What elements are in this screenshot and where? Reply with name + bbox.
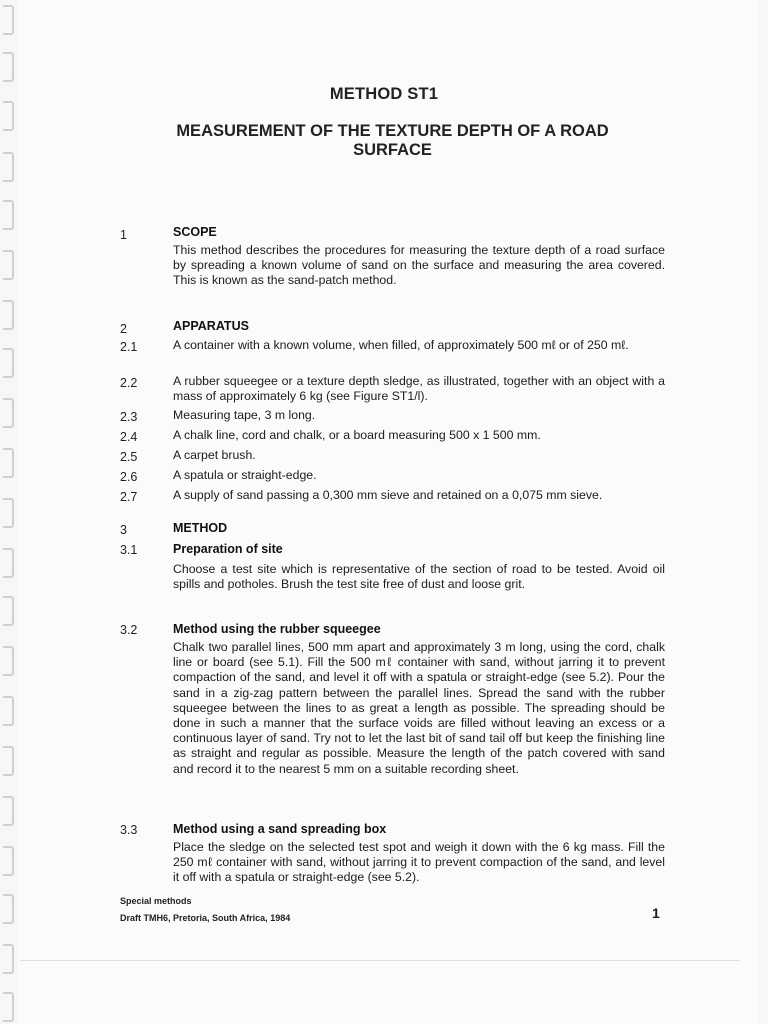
subsection-heading: Method using the rubber squeegee [173, 622, 381, 636]
apparatus-item: Measuring tape, 3 m long. [173, 408, 316, 422]
item-number: 2.2 [120, 376, 138, 390]
subsection-number: 3.2 [120, 623, 138, 637]
section-heading-apparatus: APPARATUS [173, 319, 249, 333]
apparatus-item: A rubber squeegee or a texture depth sledge, as illustrated, together with an object with a mass of approximately 6 kg (see Figure ST1/l). [173, 374, 665, 404]
page-number: 1 [652, 905, 660, 921]
subsection-number: 3.3 [120, 823, 138, 837]
section-number: 1 [120, 228, 127, 242]
apparatus-item: A supply of sand passing a 0,300 mm sieve and retained on a 0,075 mm sieve. [173, 488, 603, 502]
apparatus-item: A container with a known volume, when filled, of approximately 500 mℓ or of 250 mℓ. [173, 338, 629, 352]
method-title: METHOD ST1 [329, 85, 439, 103]
item-number: 2.3 [120, 410, 138, 424]
section-heading-method: METHOD [173, 521, 228, 535]
item-number: 2.4 [120, 430, 138, 444]
item-number: 2.6 [120, 470, 138, 484]
footer-publication: Draft TMH6, Pretoria, South Africa, 1984 [120, 913, 291, 923]
apparatus-item: A carpet brush. [173, 448, 256, 462]
subsection-number: 3.1 [120, 543, 138, 557]
page-bottom-edge [20, 960, 740, 961]
item-number: 2.1 [120, 340, 138, 354]
apparatus-item: A chalk line, cord and chalk, or a board measuring 500 x 1 500 mm. [173, 428, 541, 442]
item-number: 2.5 [120, 450, 138, 464]
subsection-paragraph: Choose a test site which is representative of the section of road to be tested. Avoid oil spills and potholes. Brush the test site free of dust and loose grit. [173, 562, 665, 592]
subsection-heading: Method using a sand spreading box [173, 822, 387, 836]
footer-series: Special methods [120, 896, 192, 906]
subsection-paragraph: Chalk two parallel lines, 500 mm apart and approximately 3 m long, using the cord, chalk line or board (see 5.1). Fill the 500 mℓ container with sand, without jarring it to prevent compaction of the sand, and level it off with a spatula or straight-edge (see 5.2). Pour the sand in a zig-zag pattern between the parallel lines. Spread the sand with the rubber squeegee between the lines to as great a length as possible. The spreading should be done in such a manner that the surface voids are filled without leaving an excess or a continuous layer of sand. Try not to let the last bit of sand tail off but keep the finishing line as straight and regular as possible. Measure the length of the patch covered with sand and record it to the nearest 5 mm on a suitable recording sheet. [173, 640, 665, 776]
method-subtitle: MEASUREMENT OF THE TEXTURE DEPTH OF A ROAD SURFACE [176, 122, 609, 159]
section-heading-scope: SCOPE [173, 225, 217, 239]
section-number: 3 [120, 523, 127, 537]
subsection-heading: Preparation of site [173, 542, 283, 556]
item-number: 2.7 [120, 490, 138, 504]
apparatus-item: A spatula or straight-edge. [173, 468, 317, 482]
subsection-paragraph: Place the sledge on the selected test spot and weigh it down with the 6 kg mass. Fill the 250 mℓ container with sand, without jarring it to prevent compaction of the sand, and level it off with a spatula or straight-edge (see 5.2). [173, 840, 665, 885]
section-number: 2 [120, 322, 127, 336]
scope-paragraph: This method describes the procedures for measuring the texture depth of a road surface by spreading a known volume of sand on the surface and measuring the area covered. This is known as the sand-patch method. [173, 243, 665, 288]
